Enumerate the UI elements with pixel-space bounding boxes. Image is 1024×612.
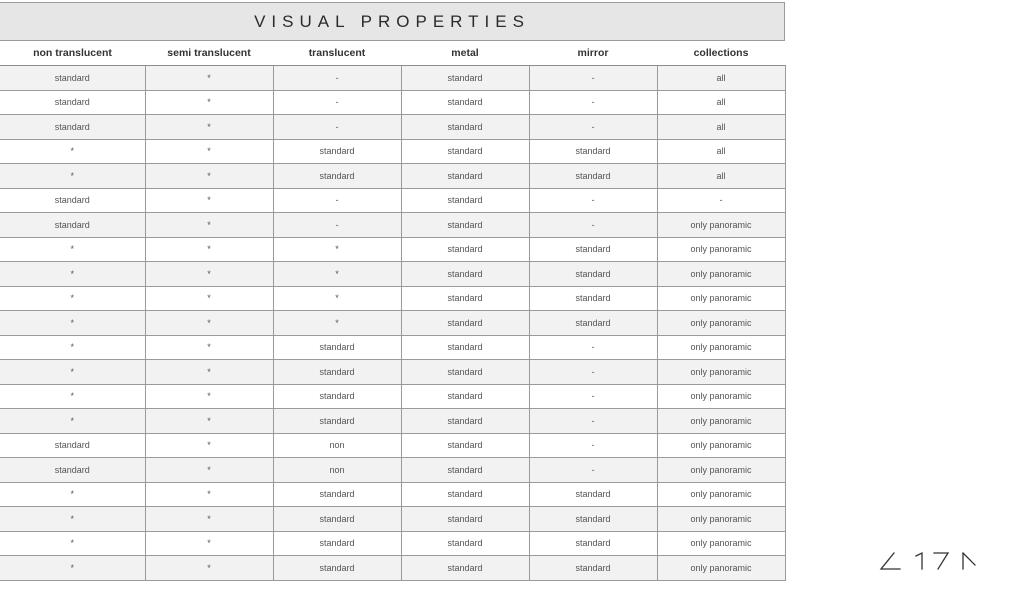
cell-semi-translucent: *	[145, 311, 273, 336]
cell-translucent: *	[273, 311, 401, 336]
cell-collections: only panoramic	[657, 482, 785, 507]
cell-metal: standard	[401, 188, 529, 213]
cell-semi-translucent: *	[145, 66, 273, 91]
cell-metal: standard	[401, 556, 529, 581]
cell-semi-translucent: *	[145, 482, 273, 507]
cell-translucent: *	[273, 286, 401, 311]
cell-mirror: standard	[529, 286, 657, 311]
table-row	[0, 409, 785, 434]
table-title-bar	[0, 2, 785, 41]
cell-semi-translucent: *	[145, 237, 273, 262]
cell-metal: standard	[401, 458, 529, 483]
cell-semi-translucent: *	[145, 213, 273, 238]
cell-metal: standard	[401, 433, 529, 458]
cell-non-translucent: *	[0, 335, 145, 360]
cell-metal: standard	[401, 164, 529, 189]
table-row	[0, 482, 785, 507]
table-row	[0, 213, 785, 238]
cell-non-translucent: standard	[0, 66, 145, 91]
cell-translucent: standard	[273, 531, 401, 556]
cell-collections: only panoramic	[657, 507, 785, 532]
table-row	[0, 90, 785, 115]
cell-semi-translucent: *	[145, 360, 273, 385]
cell-translucent: -	[273, 66, 401, 91]
cell-collections: only panoramic	[657, 262, 785, 287]
cell-non-translucent: *	[0, 384, 145, 409]
column-header-non-translucent: non translucent	[0, 41, 145, 66]
cell-collections: only panoramic	[657, 531, 785, 556]
cell-collections: only panoramic	[657, 360, 785, 385]
cell-non-translucent: *	[0, 311, 145, 336]
header-row	[0, 41, 785, 66]
table-row	[0, 458, 785, 483]
cell-semi-translucent: *	[145, 433, 273, 458]
brand-logo-icon	[878, 550, 978, 572]
cell-collections: all	[657, 139, 785, 164]
table-row	[0, 66, 785, 91]
cell-mirror: standard	[529, 311, 657, 336]
cell-translucent: standard	[273, 335, 401, 360]
cell-translucent: -	[273, 188, 401, 213]
cell-non-translucent: *	[0, 139, 145, 164]
cell-collections: only panoramic	[657, 213, 785, 238]
cell-semi-translucent: *	[145, 335, 273, 360]
cell-semi-translucent: *	[145, 262, 273, 287]
cell-collections: only panoramic	[657, 384, 785, 409]
cell-non-translucent: standard	[0, 213, 145, 238]
cell-mirror: -	[529, 213, 657, 238]
table-body	[0, 66, 785, 581]
cell-metal: standard	[401, 335, 529, 360]
cell-translucent: -	[273, 213, 401, 238]
cell-metal: standard	[401, 90, 529, 115]
cell-mirror: standard	[529, 262, 657, 287]
cell-collections: -	[657, 188, 785, 213]
cell-semi-translucent: *	[145, 507, 273, 532]
table-row	[0, 507, 785, 532]
cell-metal: standard	[401, 213, 529, 238]
cell-non-translucent: *	[0, 409, 145, 434]
cell-translucent: -	[273, 115, 401, 140]
table-row	[0, 164, 785, 189]
cell-metal: standard	[401, 115, 529, 140]
cell-translucent: standard	[273, 139, 401, 164]
cell-semi-translucent: *	[145, 139, 273, 164]
cell-semi-translucent: *	[145, 556, 273, 581]
cell-non-translucent: *	[0, 531, 145, 556]
cell-translucent: standard	[273, 556, 401, 581]
cell-metal: standard	[401, 311, 529, 336]
table-row	[0, 286, 785, 311]
cell-non-translucent: standard	[0, 115, 145, 140]
cell-semi-translucent: *	[145, 164, 273, 189]
table-row	[0, 335, 785, 360]
table-row	[0, 262, 785, 287]
cell-mirror: -	[529, 360, 657, 385]
cell-metal: standard	[401, 482, 529, 507]
column-header-semi-translucent: semi translucent	[145, 41, 273, 66]
cell-collections: only panoramic	[657, 433, 785, 458]
cell-metal: standard	[401, 262, 529, 287]
cell-mirror: -	[529, 409, 657, 434]
cell-collections: only panoramic	[657, 286, 785, 311]
cell-mirror: -	[529, 433, 657, 458]
cell-non-translucent: standard	[0, 188, 145, 213]
cell-translucent: *	[273, 237, 401, 262]
cell-translucent: standard	[273, 360, 401, 385]
cell-metal: standard	[401, 286, 529, 311]
cell-mirror: standard	[529, 139, 657, 164]
table-row	[0, 360, 785, 385]
table-row	[0, 433, 785, 458]
cell-metal: standard	[401, 409, 529, 434]
cell-semi-translucent: *	[145, 286, 273, 311]
cell-semi-translucent: *	[145, 384, 273, 409]
cell-translucent: standard	[273, 384, 401, 409]
cell-semi-translucent: *	[145, 458, 273, 483]
table-title: VISUAL PROPERTIES	[254, 11, 530, 31]
cell-non-translucent: standard	[0, 90, 145, 115]
cell-metal: standard	[401, 360, 529, 385]
cell-semi-translucent: *	[145, 115, 273, 140]
cell-translucent: standard	[273, 507, 401, 532]
table-row	[0, 139, 785, 164]
cell-collections: all	[657, 90, 785, 115]
cell-metal: standard	[401, 507, 529, 532]
table-row	[0, 556, 785, 581]
cell-translucent: standard	[273, 482, 401, 507]
cell-semi-translucent: *	[145, 90, 273, 115]
table-row	[0, 531, 785, 556]
cell-mirror: -	[529, 115, 657, 140]
table-row	[0, 311, 785, 336]
cell-collections: only panoramic	[657, 237, 785, 262]
cell-mirror: standard	[529, 507, 657, 532]
cell-mirror: -	[529, 66, 657, 91]
cell-mirror: standard	[529, 556, 657, 581]
cell-mirror: standard	[529, 237, 657, 262]
cell-mirror: -	[529, 90, 657, 115]
cell-semi-translucent: *	[145, 188, 273, 213]
table-row	[0, 188, 785, 213]
cell-non-translucent: *	[0, 360, 145, 385]
cell-mirror: standard	[529, 164, 657, 189]
cell-translucent: standard	[273, 409, 401, 434]
cell-metal: standard	[401, 384, 529, 409]
cell-non-translucent: *	[0, 482, 145, 507]
cell-non-translucent: *	[0, 507, 145, 532]
cell-metal: standard	[401, 139, 529, 164]
cell-translucent: *	[273, 262, 401, 287]
cell-collections: all	[657, 164, 785, 189]
cell-collections: only panoramic	[657, 311, 785, 336]
cell-semi-translucent: *	[145, 409, 273, 434]
cell-mirror: standard	[529, 482, 657, 507]
visual-properties-table	[0, 41, 786, 581]
cell-semi-translucent: *	[145, 531, 273, 556]
cell-collections: only panoramic	[657, 458, 785, 483]
cell-translucent: non	[273, 458, 401, 483]
cell-non-translucent: *	[0, 286, 145, 311]
cell-collections: all	[657, 115, 785, 140]
cell-non-translucent: *	[0, 164, 145, 189]
cell-non-translucent: *	[0, 237, 145, 262]
cell-translucent: -	[273, 90, 401, 115]
column-header-mirror: mirror	[529, 41, 657, 66]
cell-non-translucent: standard	[0, 458, 145, 483]
column-header-metal: metal	[401, 41, 529, 66]
cell-mirror: -	[529, 458, 657, 483]
cell-collections: only panoramic	[657, 556, 785, 581]
visual-properties-table-container	[0, 2, 785, 581]
cell-metal: standard	[401, 237, 529, 262]
cell-mirror: -	[529, 335, 657, 360]
cell-mirror: -	[529, 384, 657, 409]
cell-non-translucent: *	[0, 262, 145, 287]
cell-metal: standard	[401, 66, 529, 91]
cell-collections: only panoramic	[657, 409, 785, 434]
cell-mirror: standard	[529, 531, 657, 556]
cell-non-translucent: standard	[0, 433, 145, 458]
cell-metal: standard	[401, 531, 529, 556]
cell-collections: all	[657, 66, 785, 91]
table-row	[0, 237, 785, 262]
table-row	[0, 115, 785, 140]
cell-translucent: non	[273, 433, 401, 458]
cell-non-translucent: *	[0, 556, 145, 581]
column-header-translucent: translucent	[273, 41, 401, 66]
cell-mirror: -	[529, 188, 657, 213]
cell-translucent: standard	[273, 164, 401, 189]
cell-collections: only panoramic	[657, 335, 785, 360]
table-row	[0, 384, 785, 409]
column-header-collections: collections	[657, 41, 785, 66]
